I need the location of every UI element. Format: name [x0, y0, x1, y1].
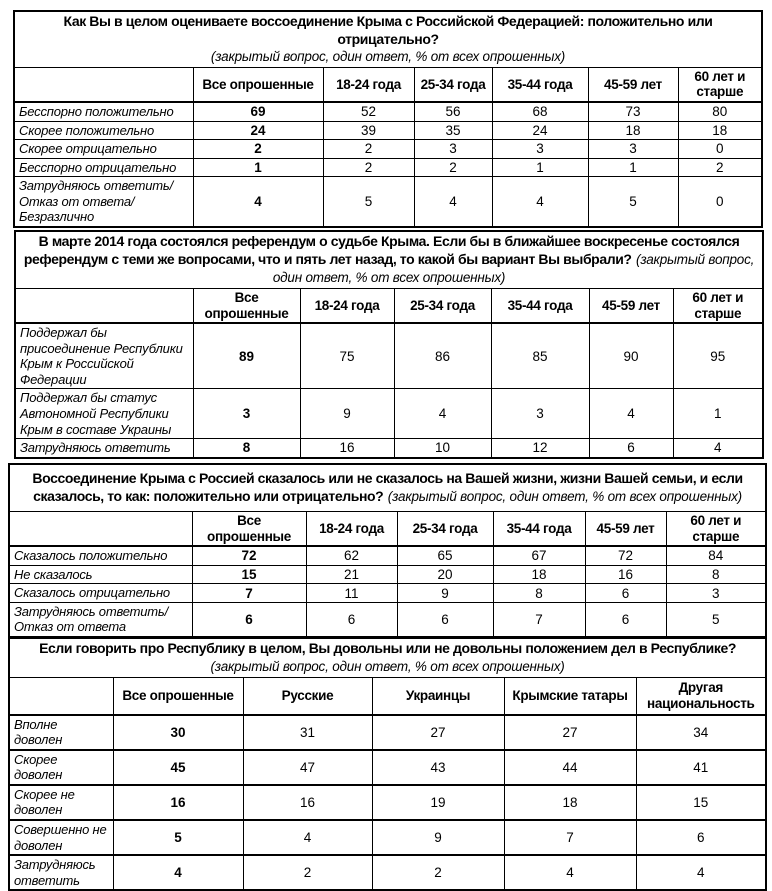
value-cell: 15: [192, 565, 306, 584]
row-label: Поддержал бы присоединение Республики Крым к Российской Федерации: [15, 323, 193, 389]
table-row: [9, 584, 766, 603]
value-cell: 6: [192, 602, 306, 637]
value-cell: 27: [372, 715, 504, 750]
value-cell: 4: [414, 177, 492, 227]
column-header: 60 лет и старше: [666, 512, 766, 547]
table-subtitle: (закрытый вопрос, один ответ, % от всех опрошенных): [272, 252, 755, 285]
table-row: [9, 715, 766, 750]
value-cell: 24: [492, 121, 588, 140]
value-cell: 95: [673, 323, 763, 389]
row-label: Поддержал бы статус Автономной Республики Крым в составе Украины: [15, 389, 193, 439]
value-cell: 6: [585, 602, 666, 637]
value-cell: 31: [243, 715, 372, 750]
value-cell: 4: [394, 389, 491, 439]
table-row: [9, 750, 766, 785]
table-title: Как Вы в целом оцениваете воссоединение Крыма с Российской Федерацией: положительно или отрицательно?: [63, 13, 713, 47]
value-cell: 39: [323, 121, 414, 140]
value-cell: 3: [193, 389, 300, 439]
table-title: Если говорить про Республику в целом, Вы довольны или не довольны положением дел в Республике?: [39, 640, 737, 656]
value-cell: 9: [372, 820, 504, 855]
value-cell: 2: [414, 158, 492, 177]
column-header: 18-24 года: [323, 67, 414, 102]
value-cell: 3: [588, 140, 678, 159]
row-label: Затрудняюсь ответить: [15, 439, 193, 458]
column-header: 18-24 года: [306, 512, 397, 547]
column-header: Крымские татары: [504, 678, 636, 715]
value-cell: 4: [193, 177, 323, 227]
row-label: Сказалось отрицательно: [9, 584, 192, 603]
value-cell: 90: [589, 323, 673, 389]
value-cell: 72: [585, 546, 666, 565]
value-cell: 65: [397, 546, 493, 565]
value-cell: 2: [243, 855, 372, 890]
column-header: 18-24 года: [300, 289, 394, 324]
value-cell: 4: [492, 177, 588, 227]
table-title-cell: [9, 464, 766, 512]
value-cell: 85: [491, 323, 589, 389]
value-cell: 68: [492, 102, 588, 121]
value-cell: 3: [666, 584, 766, 603]
value-cell: 2: [193, 140, 323, 159]
value-cell: 4: [673, 439, 763, 458]
row-label: Не сказалось: [9, 565, 192, 584]
table-title-cell: [15, 231, 763, 289]
row-label: Скорее доволен: [9, 750, 113, 785]
table-row: [9, 565, 766, 584]
value-cell: 6: [636, 820, 766, 855]
column-header: Украинцы: [372, 678, 504, 715]
value-cell: 4: [636, 855, 766, 890]
value-cell: 2: [323, 158, 414, 177]
value-cell: 84: [666, 546, 766, 565]
value-cell: 5: [113, 820, 243, 855]
value-cell: 8: [493, 584, 585, 603]
value-cell: 18: [588, 121, 678, 140]
table-title-cell: [9, 638, 766, 678]
value-cell: 1: [193, 158, 323, 177]
value-cell: 5: [666, 602, 766, 637]
column-header: Все опрошенные: [192, 512, 306, 547]
column-header: 45-59 лет: [585, 512, 666, 547]
column-header: 25-34 года: [394, 289, 491, 324]
value-cell: 10: [394, 439, 491, 458]
table-row: [15, 439, 763, 458]
column-header: Русские: [243, 678, 372, 715]
value-cell: 5: [588, 177, 678, 227]
value-cell: 15: [636, 785, 766, 820]
table-title-cell: [14, 11, 762, 67]
value-cell: 89: [193, 323, 300, 389]
value-cell: 7: [493, 602, 585, 637]
value-cell: 62: [306, 546, 397, 565]
table-row: [9, 602, 766, 637]
value-cell: 41: [636, 750, 766, 785]
value-cell: 4: [504, 855, 636, 890]
column-header: 60 лет и старше: [673, 289, 763, 324]
value-cell: 73: [588, 102, 678, 121]
column-header: 35-44 года: [492, 67, 588, 102]
value-cell: 7: [504, 820, 636, 855]
value-cell: 2: [372, 855, 504, 890]
value-cell: 52: [323, 102, 414, 121]
table-title: Воссоединение Крыма с Россией сказалось или не сказалось на Вашей жизни, жизни Вашей семьи, и если сказалось, то как: положительно или отрицательно?: [32, 470, 743, 504]
table-row: [9, 785, 766, 820]
value-cell: 6: [585, 584, 666, 603]
column-header: 35-44 года: [493, 512, 585, 547]
table-row: [14, 121, 762, 140]
value-cell: 86: [394, 323, 491, 389]
value-cell: 8: [666, 565, 766, 584]
table-row: [15, 323, 763, 389]
row-label: Сказалось положительно: [9, 546, 192, 565]
table-row: [15, 389, 763, 439]
value-cell: 3: [492, 140, 588, 159]
value-cell: 9: [300, 389, 394, 439]
value-cell: 69: [193, 102, 323, 121]
row-label: Затрудняюсь ответить/Отказ от ответа: [9, 602, 192, 637]
table-row: [14, 177, 762, 227]
value-cell: 72: [192, 546, 306, 565]
value-cell: 19: [372, 785, 504, 820]
value-cell: 6: [397, 602, 493, 637]
table-row: [14, 140, 762, 159]
column-header: Другая национальность: [636, 678, 766, 715]
corner-cell: [9, 512, 192, 547]
value-cell: 34: [636, 715, 766, 750]
column-header: Все опрошенные: [193, 67, 323, 102]
row-label: Затрудняюсь ответить/Отказ от ответа/Безразлично: [14, 177, 193, 227]
table-row: [9, 546, 766, 565]
value-cell: 7: [192, 584, 306, 603]
column-header: 60 лет и старше: [678, 67, 762, 102]
column-header: 45-59 лет: [588, 67, 678, 102]
value-cell: 1: [492, 158, 588, 177]
survey-table-q3: [8, 463, 765, 638]
value-cell: 4: [113, 855, 243, 890]
column-header: Все опрошенные: [113, 678, 243, 715]
value-cell: 27: [504, 715, 636, 750]
value-cell: 35: [414, 121, 492, 140]
value-cell: 9: [397, 584, 493, 603]
value-cell: 6: [306, 602, 397, 637]
value-cell: 11: [306, 584, 397, 603]
row-label: Затрудняюсь ответить: [9, 855, 113, 890]
value-cell: 45: [113, 750, 243, 785]
value-cell: 2: [323, 140, 414, 159]
value-cell: 16: [113, 785, 243, 820]
row-label: Скорее отрицательно: [14, 140, 193, 159]
column-header: 25-34 года: [414, 67, 492, 102]
value-cell: 80: [678, 102, 762, 121]
table-row: [9, 855, 766, 890]
survey-table-q1: [13, 10, 761, 228]
value-cell: 3: [414, 140, 492, 159]
value-cell: 1: [673, 389, 763, 439]
value-cell: 1: [588, 158, 678, 177]
value-cell: 18: [504, 785, 636, 820]
table-subtitle: (закрытый вопрос, один ответ, % от всех опрошенных): [210, 659, 565, 674]
corner-cell: [15, 289, 193, 324]
table-title: В марте 2014 года состоялся референдум о судьбе Крыма. Если бы в ближайшее воскресенье состоялся референдум с теми же вопросами, что и пять лет назад, то какой бы вариант Вы выбрали?: [23, 233, 740, 267]
value-cell: 44: [504, 750, 636, 785]
column-header: 35-44 года: [491, 289, 589, 324]
value-cell: 4: [243, 820, 372, 855]
row-label: Совершенно не доволен: [9, 820, 113, 855]
table-row: [14, 102, 762, 121]
value-cell: 21: [306, 565, 397, 584]
corner-cell: [14, 67, 193, 102]
row-label: Скорее положительно: [14, 121, 193, 140]
value-cell: 43: [372, 750, 504, 785]
value-cell: 18: [493, 565, 585, 584]
value-cell: 67: [493, 546, 585, 565]
value-cell: 16: [300, 439, 394, 458]
value-cell: 0: [678, 177, 762, 227]
table-subtitle: (закрытый вопрос, один ответ, % от всех опрошенных): [210, 49, 566, 64]
value-cell: 24: [193, 121, 323, 140]
value-cell: 6: [589, 439, 673, 458]
column-header: 45-59 лет: [589, 289, 673, 324]
value-cell: 4: [589, 389, 673, 439]
row-label: Бесспорно отрицательно: [14, 158, 193, 177]
value-cell: 5: [323, 177, 414, 227]
value-cell: 16: [585, 565, 666, 584]
value-cell: 0: [678, 140, 762, 159]
value-cell: 2: [678, 158, 762, 177]
row-label: Вполне доволен: [9, 715, 113, 750]
value-cell: 3: [491, 389, 589, 439]
value-cell: 12: [491, 439, 589, 458]
row-label: Скорее не доволен: [9, 785, 113, 820]
survey-table-q4: [8, 637, 765, 891]
value-cell: 30: [113, 715, 243, 750]
table-row: [14, 158, 762, 177]
value-cell: 18: [678, 121, 762, 140]
row-label: Бесспорно положительно: [14, 102, 193, 121]
value-cell: 8: [193, 439, 300, 458]
corner-cell: [9, 678, 113, 715]
value-cell: 75: [300, 323, 394, 389]
value-cell: 20: [397, 565, 493, 584]
column-header: 25-34 года: [397, 512, 493, 547]
value-cell: 16: [243, 785, 372, 820]
table-row: [9, 820, 766, 855]
value-cell: 56: [414, 102, 492, 121]
survey-table-q2: [14, 230, 762, 459]
column-header: Все опрошенные: [193, 289, 300, 324]
table-subtitle: (закрытый вопрос, один ответ, % от всех опрошенных): [387, 489, 742, 504]
value-cell: 47: [243, 750, 372, 785]
